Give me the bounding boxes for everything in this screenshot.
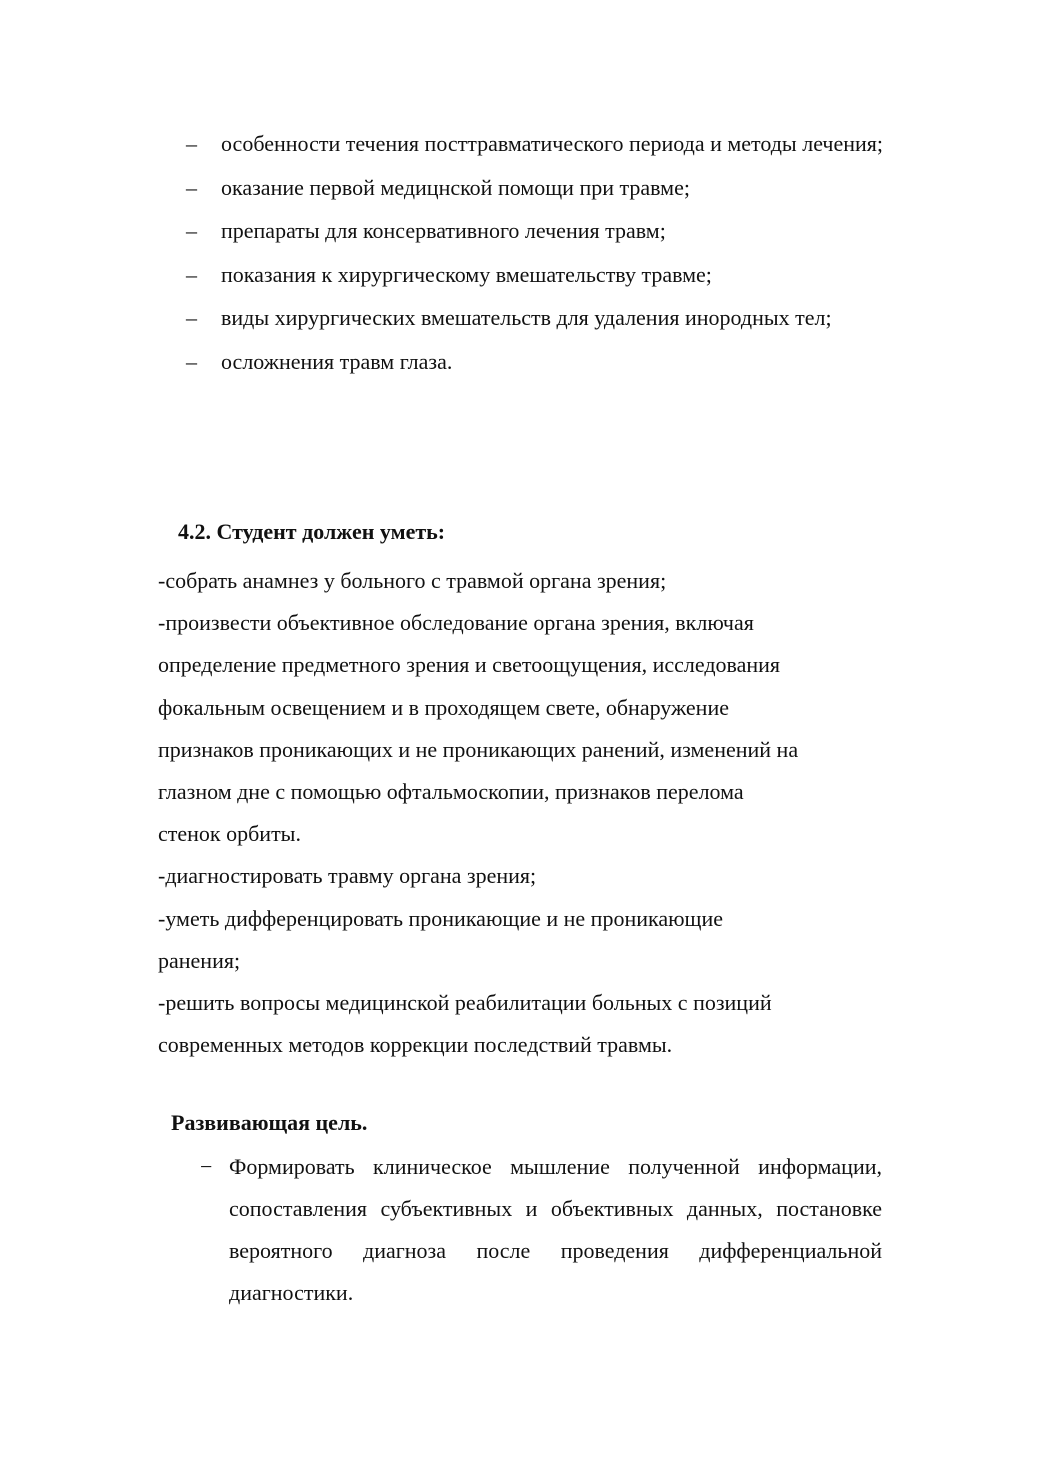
list-item-text: особенности течения посттравматического периода и методы лечения; bbox=[221, 131, 884, 156]
text-line: глазном дне с помощью офтальмоскопии, признаков перелома bbox=[158, 779, 744, 805]
text-line: признаков проникающих и не проникающих ранений, изменений на bbox=[158, 736, 799, 762]
list-item-text: препараты для консервативного лечения травм; bbox=[221, 218, 666, 243]
list-item-text: осложнения травм глаза. bbox=[221, 348, 453, 374]
text-line: -решить вопросы медицинской реабилитации больных с позиций bbox=[158, 990, 772, 1016]
list-item bbox=[186, 296, 886, 340]
dash-marker: – bbox=[186, 174, 197, 200]
list-item bbox=[186, 253, 886, 297]
list-item bbox=[186, 340, 886, 384]
text-line: -уметь дифференцировать проникающие и не проникающие bbox=[158, 905, 724, 931]
text-line: -собрать анамнез у больного с травмой органа зрения; bbox=[158, 568, 667, 593]
list-item-text: виды хирургических вмешательств для удаления инородных тел; bbox=[221, 305, 832, 330]
dash-marker: – bbox=[186, 305, 197, 330]
development-goal-item bbox=[200, 1146, 882, 1314]
list-item bbox=[186, 122, 886, 166]
text-line: -произвести объективное обследование органа зрения, включая bbox=[158, 610, 754, 636]
development-goal-text: Формировать клиническое мышление полученной информации, сопоставления субъективных и объективных данных, постановке вероятного диагноза после проведения дифференциальной диагностики. bbox=[229, 1154, 882, 1305]
dash-marker: – bbox=[186, 261, 197, 287]
list-item-text: оказание первой медицнской помощи при травме; bbox=[221, 174, 690, 200]
list-item bbox=[186, 209, 886, 253]
development-goal-heading: Развивающая цель. bbox=[171, 1110, 368, 1135]
dash-marker: − bbox=[200, 1154, 213, 1179]
list-item bbox=[186, 166, 886, 210]
text-line: стенок орбиты. bbox=[158, 821, 301, 847]
dash-marker: – bbox=[186, 348, 197, 374]
skills-paragraph bbox=[158, 560, 888, 1066]
skills-heading: 4.2. Студент должен уметь: bbox=[178, 519, 446, 544]
text-line: -диагностировать травму органа зрения; bbox=[158, 863, 537, 889]
dash-marker: – bbox=[186, 218, 197, 243]
dash-marker: – bbox=[186, 131, 197, 156]
topics-list bbox=[186, 122, 886, 383]
list-item-text: показания к хирургическому вмешательству травме; bbox=[221, 261, 712, 287]
text-line: фокальным освещением и в проходящем свете, обнаружение bbox=[158, 694, 729, 720]
text-line: ранения; bbox=[158, 947, 241, 973]
text-line: определение предметного зрения и светоощущения, исследования bbox=[158, 652, 781, 678]
text-line: современных методов коррекции последствий травмы. bbox=[158, 1032, 673, 1058]
